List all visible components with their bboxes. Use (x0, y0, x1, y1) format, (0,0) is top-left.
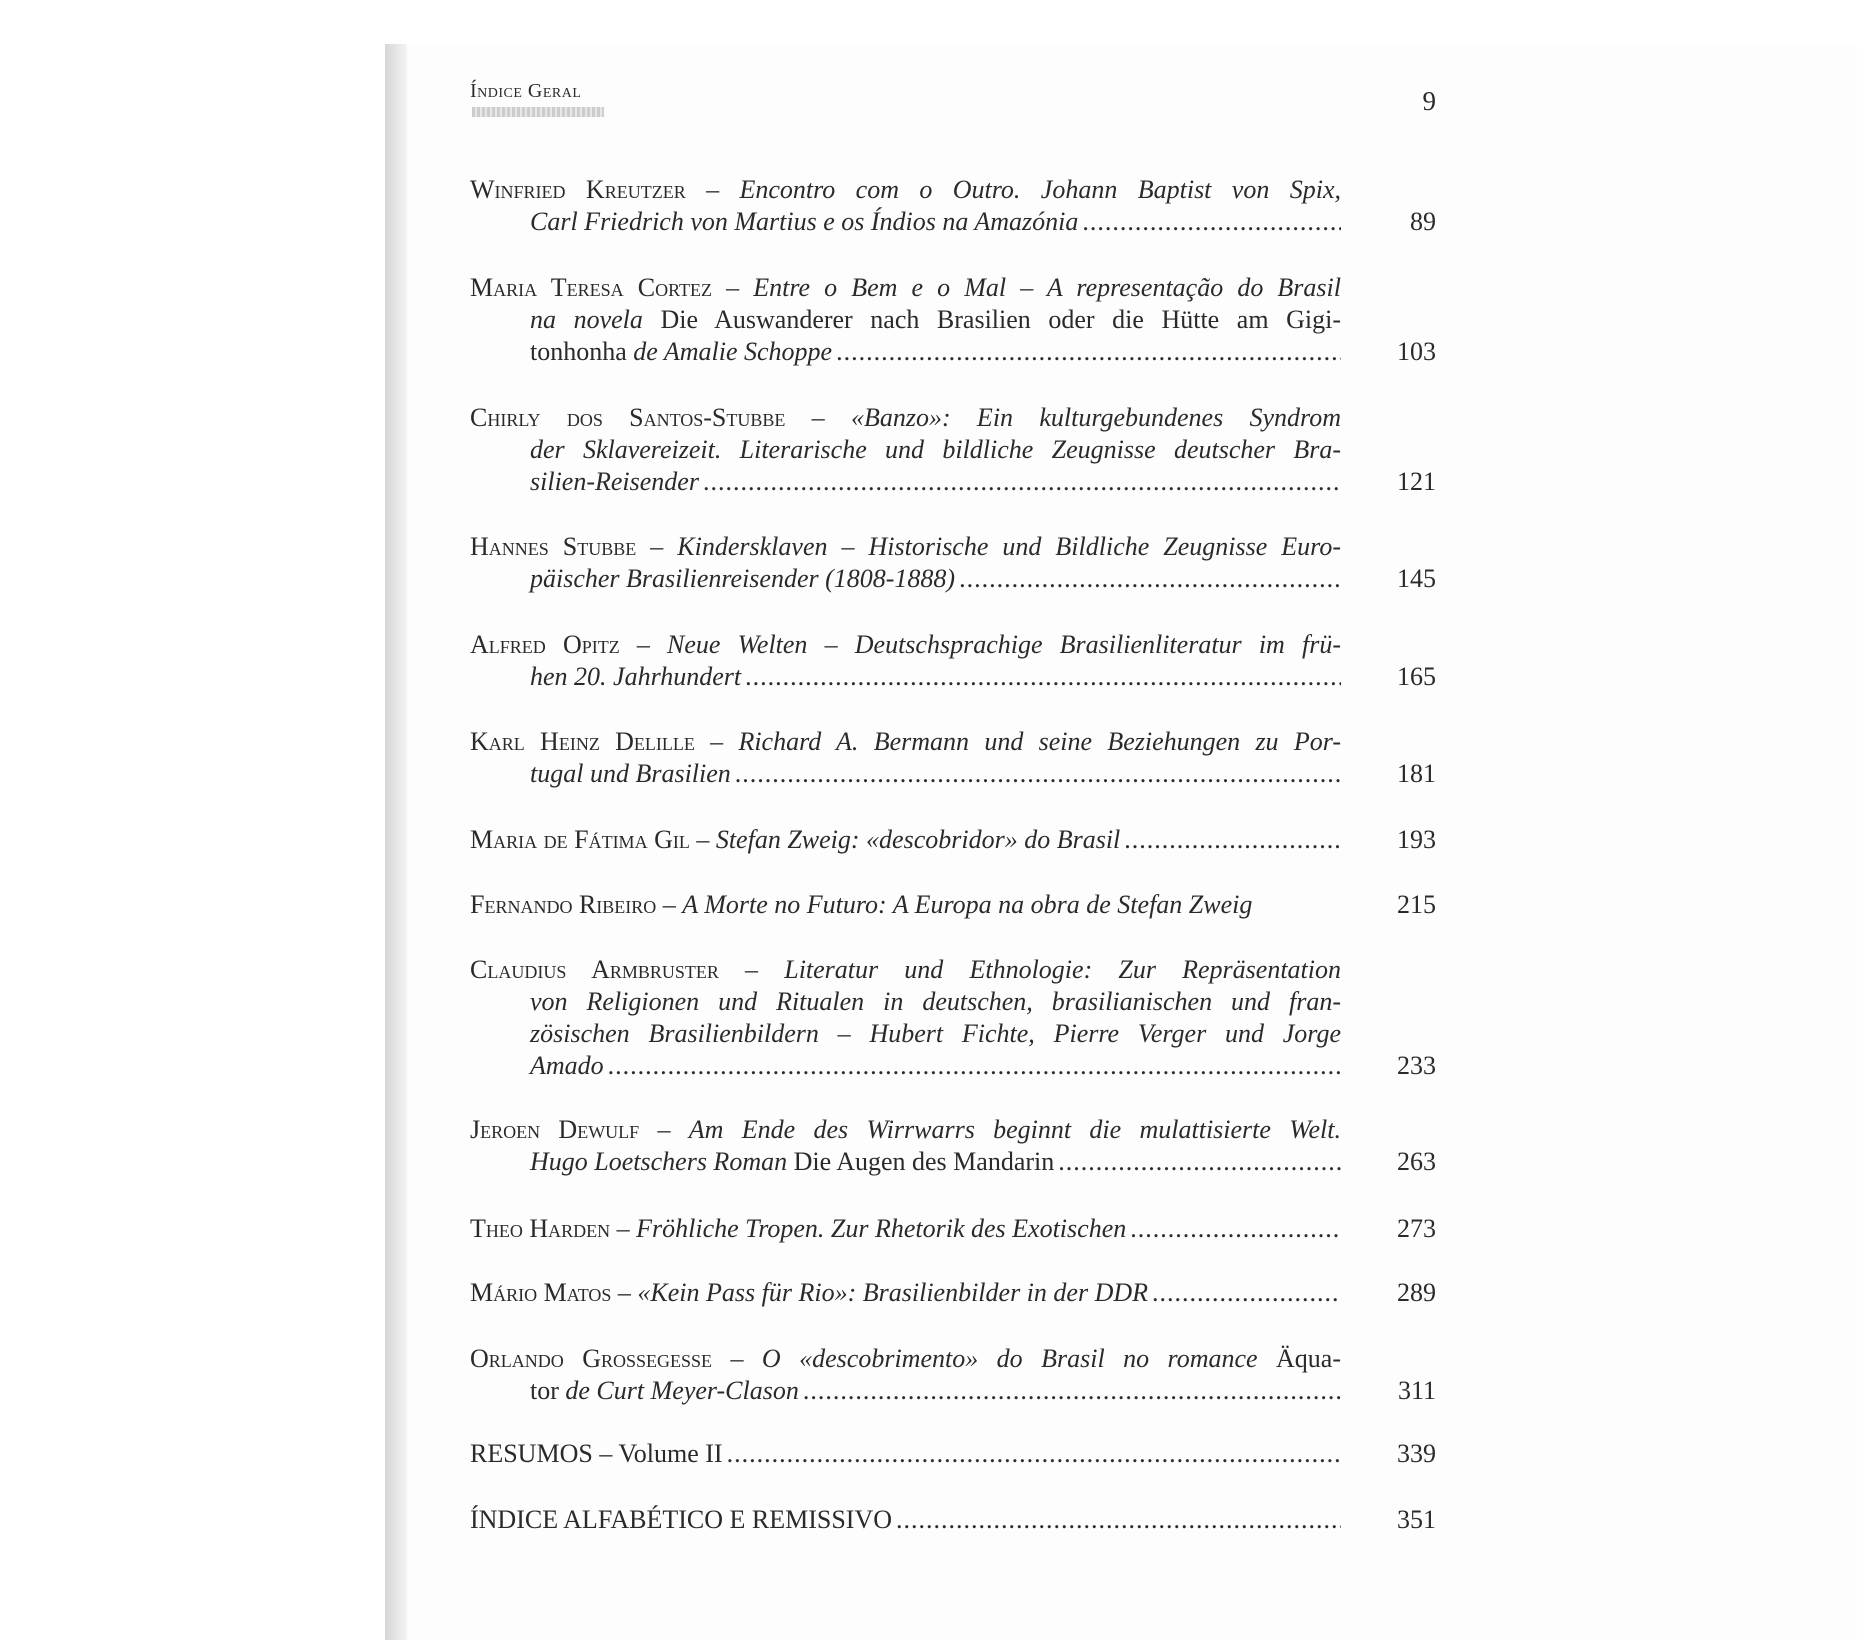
toc-entry-line (530, 466, 1341, 498)
toc-title-segment: – (656, 890, 683, 919)
toc-title-segment: Die Auswanderer nach Brasilien oder die Hütte am Gigi- (642, 305, 1341, 334)
dot-leader (703, 466, 1341, 498)
toc-entry-line (470, 889, 1341, 921)
dot-leader (1058, 1146, 1341, 1178)
dot-leader (836, 336, 1341, 368)
toc-title-segment: – (619, 630, 668, 659)
toc-page-number: 103 (1397, 337, 1436, 366)
toc-entry-text (530, 1146, 1054, 1178)
toc-entry-line (530, 661, 1341, 693)
toc-entry-line (530, 563, 1341, 595)
toc-title-segment: – (689, 825, 716, 854)
dot-leader (959, 563, 1341, 595)
toc-title-segment: «Banzo»: Ein kulturgebundenes Syndrom (850, 403, 1341, 432)
toc-entry-line (470, 1114, 1341, 1146)
toc-title-segment: – (785, 403, 851, 432)
toc-title-segment: Am Ende des Wirrwarrs beginnt die mulattisierte Welt. (688, 1115, 1341, 1144)
toc-entry-text (530, 336, 832, 368)
toc-title-segment: Encontro com o Outro. Johann Baptist von Spix, (739, 175, 1341, 204)
toc-entry (470, 531, 1436, 595)
toc-entry (470, 824, 1436, 856)
dot-leader (1152, 1277, 1341, 1309)
toc-entry-line (470, 1343, 1341, 1375)
toc-entry-line (530, 206, 1341, 238)
running-title-underline (472, 107, 604, 117)
toc-title-segment: Amado (530, 1051, 604, 1080)
toc-entry-line (470, 531, 1341, 563)
toc-entry-text (470, 1213, 1126, 1245)
toc-page-number: 121 (1397, 467, 1436, 496)
toc-title-segment: O «descobrimento» do Brasil no romance (761, 1344, 1258, 1373)
toc-entry-text (530, 661, 741, 693)
toc-entry-line (530, 986, 1341, 1018)
toc-author: Maria Teresa Cortez (470, 273, 712, 302)
toc-entry-line (470, 1504, 1341, 1536)
toc-entry-text (470, 889, 1252, 921)
toc-title-segment: – (685, 175, 740, 204)
page-gutter-shadow (385, 44, 407, 1640)
toc-title-segment: A Morte no Futuro: A Europa na obra de Stefan Zweig (682, 890, 1253, 919)
toc-title-segment: – (636, 532, 678, 561)
toc-entry-text (470, 1504, 892, 1536)
toc-entry-line (470, 1277, 1341, 1309)
toc-entry (470, 1438, 1436, 1470)
toc-entry-line (530, 758, 1341, 790)
toc-entry-line (470, 272, 1341, 304)
toc-entry (470, 889, 1436, 921)
toc-title-segment: ÍNDICE ALFABÉTICO E REMISSIVO (470, 1505, 893, 1534)
toc-entry-line (470, 402, 1341, 434)
toc-page-number: 145 (1397, 564, 1436, 593)
toc-page-number: 339 (1397, 1439, 1436, 1468)
toc-title-segment: «Kein Pass für Rio»: Brasilienbilder in der DDR (637, 1278, 1149, 1307)
toc-entry-text (530, 563, 955, 595)
toc-page-number: 193 (1397, 825, 1436, 854)
toc-page-number: 289 (1397, 1278, 1436, 1307)
toc-author: Maria de Fátima Gil (470, 825, 690, 854)
toc-title-segment: tonhonha (530, 337, 634, 366)
toc-page-number: 215 (1397, 890, 1436, 919)
toc-entry-line (530, 304, 1341, 336)
toc-page-number: 181 (1397, 759, 1436, 788)
toc-entry-line (470, 1213, 1341, 1245)
toc-author: Theo Harden (470, 1214, 611, 1243)
toc-entry (470, 1343, 1436, 1407)
toc-title-segment: – (694, 727, 739, 756)
toc-title-segment: – (639, 1115, 689, 1144)
toc-entry-line (470, 1438, 1341, 1470)
toc-author: Karl Heinz Delille (470, 727, 695, 756)
toc-author: Claudius Armbruster (470, 955, 719, 984)
toc-title-segment: Die Augen des Mandarin (787, 1147, 1055, 1176)
toc-page-number: 233 (1397, 1051, 1436, 1080)
toc-title-segment: tugal und Brasilien (530, 759, 731, 788)
toc-author: Winfried Kreutzer (470, 175, 686, 204)
toc-title-segment: Kindersklaven – Historische und Bildliche Zeugnisse Euro- (677, 532, 1341, 561)
toc-title-segment: Hugo Loetschers Roman (530, 1147, 788, 1176)
toc-title-segment: Richard A. Bermann und seine Beziehungen zu Por- (738, 727, 1341, 756)
toc-entry (470, 954, 1436, 1082)
toc-title-segment: Stefan Zweig: «descobridor» do Brasil (715, 825, 1121, 854)
toc-title-segment: RESUMOS – Volume II (470, 1439, 723, 1468)
toc-title-segment: von Religionen und Ritualen in deutschen, brasilianischen und fran- (530, 987, 1341, 1016)
toc-title-segment: – (611, 1278, 638, 1307)
toc-entry (470, 1114, 1436, 1178)
toc-entry-text (530, 466, 699, 498)
toc-page-number: 165 (1397, 662, 1436, 691)
toc-title-segment: de Amalie Schoppe (633, 337, 833, 366)
toc-title-segment: päischer Brasilienreisender (1808-1888) (530, 564, 956, 593)
toc-title-segment: – (610, 1214, 637, 1243)
toc-title-segment: silien-Reisender (530, 467, 699, 496)
toc-entry (470, 1213, 1436, 1245)
toc-title-segment: – (712, 1344, 762, 1373)
running-title: Índice Geral (470, 80, 582, 102)
toc-entry (470, 174, 1436, 238)
dot-leader (727, 1438, 1341, 1470)
toc-title-segment: hen 20. Jahrhundert (530, 662, 742, 691)
dot-leader (1082, 206, 1341, 238)
toc-entry (470, 1277, 1436, 1309)
toc-title-segment: de Curt Meyer-Clason (565, 1376, 799, 1405)
toc-entry-text (530, 206, 1078, 238)
toc-title-segment: Carl Friedrich von Martius e os Índios na Amazónia (530, 207, 1079, 236)
toc-entry-line (530, 1018, 1341, 1050)
toc-entry-text (470, 1277, 1148, 1309)
dot-leader (1130, 1213, 1341, 1245)
toc-entry-line (530, 434, 1341, 466)
toc-entry (470, 1504, 1436, 1536)
toc-entry-line (470, 174, 1341, 206)
toc-entry-line (530, 1375, 1341, 1407)
toc-entry-line (530, 1146, 1341, 1178)
dot-leader (1124, 824, 1341, 856)
dot-leader (735, 758, 1341, 790)
dot-leader (896, 1504, 1341, 1536)
toc-page-number: 263 (1397, 1147, 1436, 1176)
dot-leader (803, 1375, 1341, 1407)
toc-entry (470, 629, 1436, 693)
toc-entry-text (470, 824, 1120, 856)
toc-entry-line (470, 726, 1341, 758)
toc-title-segment: tor (530, 1376, 566, 1405)
toc-title-segment: Entre o Bem e o Mal – A representação do Brasil (753, 273, 1341, 302)
page-number: 9 (1422, 86, 1436, 116)
toc-title-segment: Literatur und Ethnologie: Zur Repräsentation (784, 955, 1342, 984)
toc-author: Hannes Stubbe (470, 532, 637, 561)
toc-entry (470, 726, 1436, 790)
toc-entry-line (470, 824, 1341, 856)
toc-title-segment: Äqua- (1257, 1344, 1341, 1373)
toc-entry-line (530, 336, 1341, 368)
toc-page-number: 273 (1397, 1214, 1436, 1243)
toc-entry-line (470, 954, 1341, 986)
toc-title-segment: – (718, 955, 785, 984)
dot-leader (745, 661, 1341, 693)
toc-entry-text (530, 758, 731, 790)
toc-entry-line (530, 1050, 1341, 1082)
toc-entry (470, 402, 1436, 498)
toc-author: Mário Matos (470, 1278, 612, 1307)
toc-entry-text (530, 1050, 604, 1082)
toc-title-segment: zösischen Brasilienbildern – Hubert Fichte, Pierre Verger und Jorge (530, 1019, 1341, 1048)
toc-page-number: 311 (1397, 1376, 1436, 1405)
toc-entry-text (530, 1375, 799, 1407)
toc-author: Orlando Grossegesse (470, 1344, 713, 1373)
toc-author: Fernando Ribeiro (470, 890, 657, 919)
toc-title-segment: Neue Welten – Deutschsprachige Brasilienliteratur im frü- (667, 630, 1341, 659)
toc-entry-text (470, 1438, 723, 1470)
toc-page-number: 89 (1410, 207, 1436, 236)
toc-title-segment: der Sklavereizeit. Literarische und bildliche Zeugnisse deutscher Bra- (530, 435, 1341, 464)
toc-entry (470, 272, 1436, 368)
toc-title-segment: na novela (530, 305, 643, 334)
toc-title-segment: – (712, 273, 754, 302)
toc-author: Chirly dos Santos-Stubbe (470, 403, 786, 432)
toc-author: Jeroen Dewulf (470, 1115, 640, 1144)
toc-title-segment: Fröhliche Tropen. Zur Rhetorik des Exotischen (636, 1214, 1127, 1243)
toc-author: Alfred Opitz (470, 630, 620, 659)
dot-leader (608, 1050, 1341, 1082)
toc-entry-line (470, 629, 1341, 661)
toc-page-number: 351 (1397, 1505, 1436, 1534)
